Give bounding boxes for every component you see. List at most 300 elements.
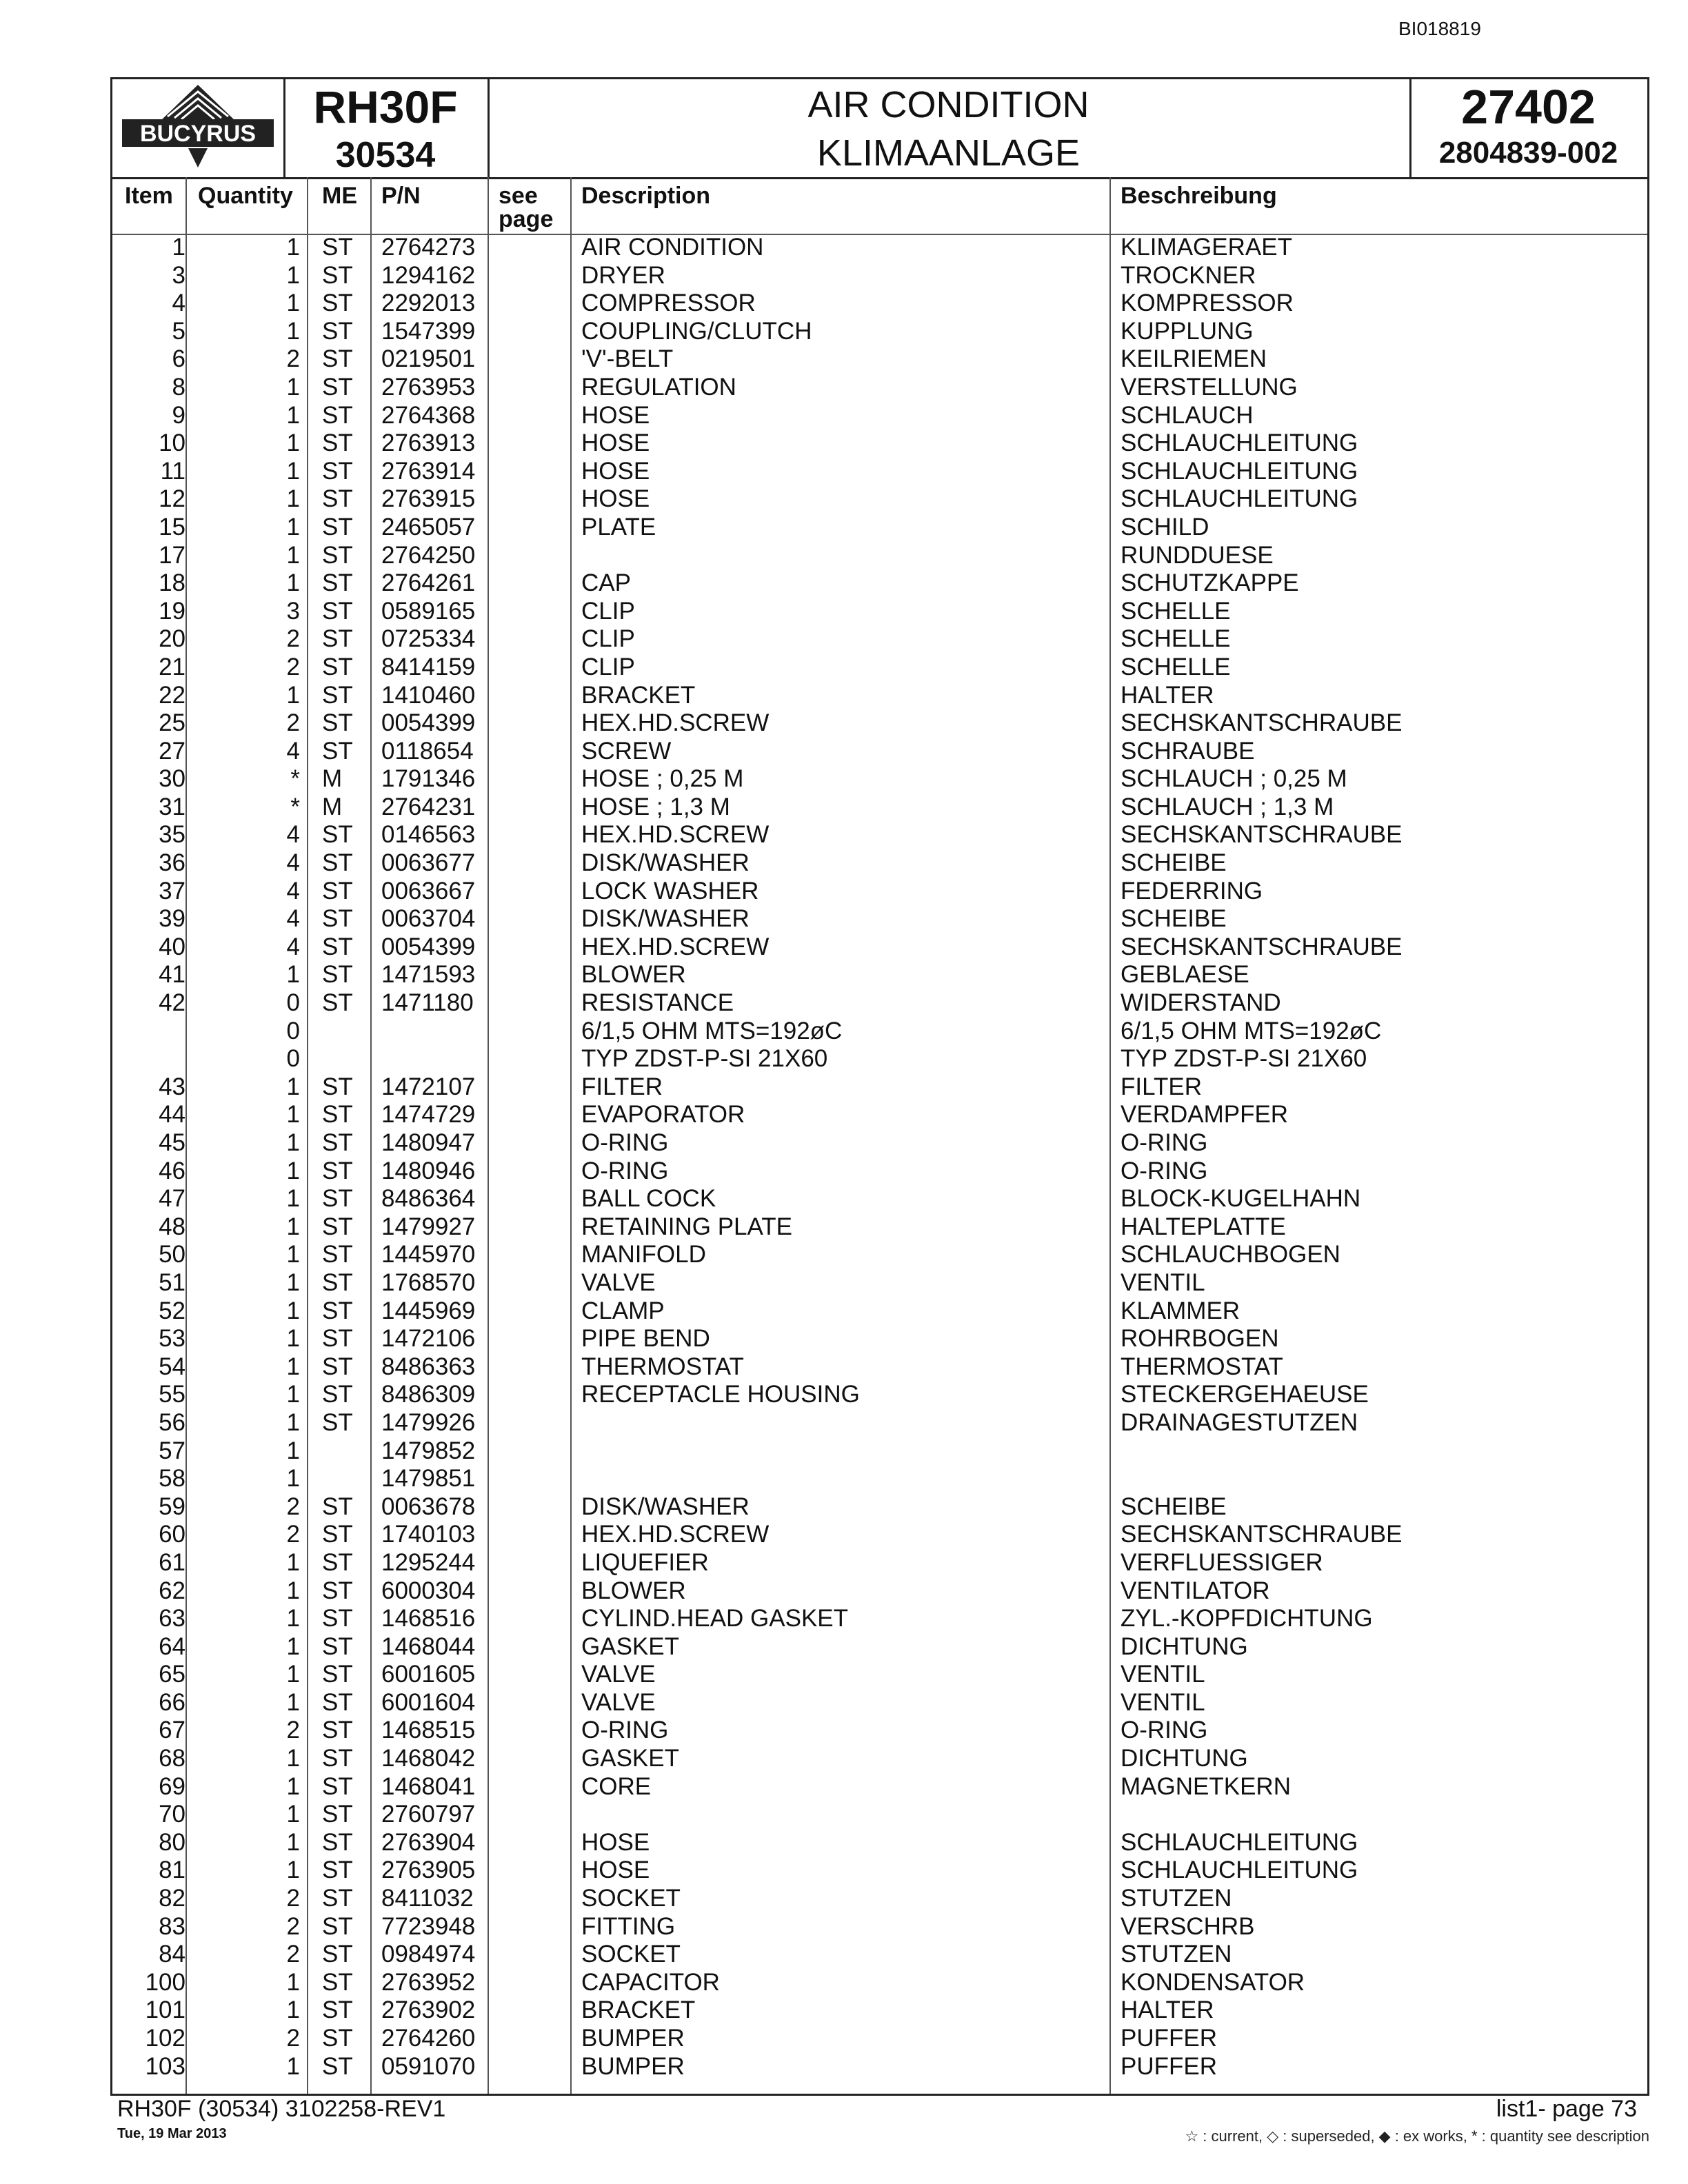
table-row bbox=[112, 262, 1647, 290]
unit: ST bbox=[322, 1381, 353, 1408]
part-number: 1740103 bbox=[381, 1521, 476, 1548]
quantity: 1 bbox=[286, 1101, 300, 1129]
table-row bbox=[112, 1101, 1647, 1129]
bucyrus-logo bbox=[112, 79, 285, 177]
quantity: 1 bbox=[286, 1437, 300, 1464]
beschreibung: SCHLAUCHLEITUNG bbox=[1121, 485, 1358, 513]
item-number: 9 bbox=[172, 401, 185, 429]
unit: ST bbox=[322, 1857, 353, 1884]
beschreibung: BLOCK-KUGELHAHN bbox=[1121, 1185, 1361, 1213]
unit: ST bbox=[322, 989, 353, 1017]
quantity: 1 bbox=[286, 401, 300, 429]
quantity: 1 bbox=[286, 1353, 300, 1380]
part-number: 0063704 bbox=[381, 905, 476, 933]
beschreibung: KLAMMER bbox=[1121, 1297, 1240, 1324]
table-row bbox=[112, 1129, 1647, 1157]
beschreibung: ZYL.-KOPFDICHTUNG bbox=[1121, 1605, 1373, 1632]
table-row bbox=[112, 1913, 1647, 1941]
description: FILTER bbox=[581, 1073, 663, 1100]
item-number: 19 bbox=[159, 597, 185, 625]
part-number: 1471593 bbox=[381, 961, 476, 989]
item-number: 21 bbox=[159, 653, 185, 680]
quantity: 1 bbox=[286, 1185, 300, 1213]
description: O-RING bbox=[581, 1129, 669, 1156]
col-quantity: Quantity bbox=[198, 183, 293, 209]
footer-legend: ☆ : current, ◇ : superseded, ◆ : ex works, * : quantity see description bbox=[1185, 2127, 1649, 2145]
description: O-RING bbox=[581, 1717, 669, 1744]
table-row bbox=[112, 1381, 1647, 1409]
description: FITTING bbox=[581, 1912, 676, 1940]
table-row bbox=[112, 1885, 1647, 1913]
parts-table-body bbox=[112, 234, 1647, 2081]
title-english: AIR CONDITION bbox=[807, 84, 1089, 125]
part-number: 8411032 bbox=[381, 1885, 474, 1912]
beschreibung: HALTEPLATTE bbox=[1121, 1213, 1286, 1240]
quantity: 2 bbox=[286, 1885, 300, 1912]
beschreibung: PUFFER bbox=[1121, 2052, 1217, 2080]
unit: ST bbox=[322, 597, 353, 625]
description: HOSE ; 1,3 M bbox=[581, 793, 730, 820]
description: 6/1,5 OHM MTS=192øC bbox=[581, 1017, 843, 1044]
item-number: 102 bbox=[145, 2025, 185, 2052]
beschreibung: STUTZEN bbox=[1121, 1885, 1232, 1912]
beschreibung: KEILRIEMEN bbox=[1121, 345, 1267, 373]
part-number: 2760797 bbox=[381, 1801, 476, 1828]
description: PIPE BEND bbox=[581, 1325, 710, 1353]
beschreibung: VERSTELLUNG bbox=[1121, 373, 1298, 401]
item-number: 45 bbox=[159, 1129, 185, 1156]
description: MANIFOLD bbox=[581, 1241, 706, 1268]
column-header-row bbox=[112, 177, 1647, 235]
beschreibung: SCHLAUCHLEITUNG bbox=[1121, 1857, 1358, 1884]
beschreibung: SCHRAUBE bbox=[1121, 737, 1255, 765]
item-number: 68 bbox=[159, 1745, 185, 1772]
quantity: 1 bbox=[286, 1129, 300, 1156]
part-number: 0118654 bbox=[381, 737, 474, 765]
description: AIR CONDITION bbox=[581, 234, 764, 261]
table-row bbox=[112, 318, 1647, 346]
table-row bbox=[112, 598, 1647, 626]
part-number: 1410460 bbox=[381, 681, 476, 709]
item-number: 65 bbox=[159, 1661, 185, 1688]
unit: ST bbox=[322, 681, 353, 709]
item-number: 69 bbox=[159, 1772, 185, 1800]
item-number: 59 bbox=[159, 1493, 185, 1520]
part-number: 0054399 bbox=[381, 709, 476, 737]
description: HOSE bbox=[581, 485, 650, 513]
unit: ST bbox=[322, 933, 353, 960]
item-number: 17 bbox=[159, 541, 185, 569]
part-number: 2763905 bbox=[381, 1857, 476, 1884]
beschreibung: VENTIL bbox=[1121, 1688, 1205, 1716]
unit: ST bbox=[322, 737, 353, 765]
part-number: 1468042 bbox=[381, 1745, 476, 1772]
unit: ST bbox=[322, 1661, 353, 1688]
beschreibung: HALTER bbox=[1121, 681, 1214, 709]
item-number: 61 bbox=[159, 1548, 185, 1576]
quantity: 1 bbox=[286, 1297, 300, 1324]
description: DISK/WASHER bbox=[581, 905, 750, 933]
quantity: 2 bbox=[286, 345, 300, 373]
table-row bbox=[112, 1773, 1647, 1801]
quantity: 1 bbox=[286, 290, 300, 317]
quantity: 1 bbox=[286, 1828, 300, 1856]
description: VALVE bbox=[581, 1688, 656, 1716]
quantity: * bbox=[290, 793, 300, 820]
beschreibung: SCHLAUCHLEITUNG bbox=[1121, 1828, 1358, 1856]
item-number: 80 bbox=[159, 1828, 185, 1856]
quantity: 4 bbox=[286, 821, 300, 849]
beschreibung: KOMPRESSOR bbox=[1121, 290, 1294, 317]
part-number: 0063667 bbox=[381, 877, 476, 904]
description: DRYER bbox=[581, 261, 665, 289]
unit: ST bbox=[322, 1408, 353, 1436]
table-row bbox=[112, 542, 1647, 570]
quantity: 1 bbox=[286, 1801, 300, 1828]
beschreibung: SECHSKANTSCHRAUBE bbox=[1121, 1521, 1403, 1548]
table-row bbox=[112, 2053, 1647, 2081]
beschreibung: KONDENSATOR bbox=[1121, 1968, 1305, 1996]
quantity: 1 bbox=[286, 1268, 300, 1296]
item-number: 35 bbox=[159, 821, 185, 849]
quantity: 1 bbox=[286, 1241, 300, 1268]
table-row bbox=[112, 1661, 1647, 1689]
beschreibung: DICHTUNG bbox=[1121, 1745, 1248, 1772]
quantity: 1 bbox=[286, 1745, 300, 1772]
item-number: 44 bbox=[159, 1101, 185, 1129]
item-number: 83 bbox=[159, 1912, 185, 1940]
table-row bbox=[112, 458, 1647, 486]
unit: ST bbox=[322, 513, 353, 540]
beschreibung: SCHELLE bbox=[1121, 625, 1231, 653]
table-row bbox=[112, 1157, 1647, 1186]
part-number: 2763953 bbox=[381, 373, 476, 401]
part-number: 1768570 bbox=[381, 1268, 476, 1296]
beschreibung: THERMOSTAT bbox=[1121, 1353, 1283, 1380]
part-number: 0063677 bbox=[381, 849, 476, 877]
item-number: 103 bbox=[145, 2052, 185, 2080]
unit: ST bbox=[322, 1213, 353, 1240]
part-number: 2764250 bbox=[381, 541, 476, 569]
quantity: 0 bbox=[286, 1017, 300, 1044]
item-number: 18 bbox=[159, 569, 185, 597]
title-block bbox=[112, 79, 1647, 179]
table-row bbox=[112, 1269, 1647, 1297]
part-number: 0984974 bbox=[381, 1941, 476, 1968]
col-item: Item bbox=[125, 183, 173, 209]
part-number: 1445969 bbox=[381, 1297, 476, 1324]
unit: ST bbox=[322, 1801, 353, 1828]
unit: ST bbox=[322, 261, 353, 289]
part-number: 2465057 bbox=[381, 513, 476, 540]
beschreibung: O-RING bbox=[1121, 1157, 1208, 1184]
unit: ST bbox=[322, 1605, 353, 1632]
item-number: 39 bbox=[159, 905, 185, 933]
beschreibung: SCHLAUCH ; 1,3 M bbox=[1121, 793, 1334, 820]
unit: ST bbox=[322, 1996, 353, 2024]
parts-list-sheet bbox=[110, 77, 1649, 2096]
quantity: 1 bbox=[286, 457, 300, 485]
unit: ST bbox=[322, 1941, 353, 1968]
beschreibung: TROCKNER bbox=[1121, 261, 1256, 289]
quantity: 1 bbox=[286, 1968, 300, 1996]
unit: ST bbox=[322, 1772, 353, 1800]
footer-reference: RH30F (30534) 3102258-REV1 bbox=[117, 2096, 446, 2122]
quantity: 2 bbox=[286, 1912, 300, 1940]
table-row bbox=[112, 1493, 1647, 1521]
model-name: RH30F bbox=[313, 81, 458, 132]
part-number: 0589165 bbox=[381, 597, 476, 625]
quantity: 2 bbox=[286, 625, 300, 653]
unit: ST bbox=[322, 1073, 353, 1100]
part-number: 2763952 bbox=[381, 1968, 476, 1996]
unit: ST bbox=[322, 1325, 353, 1353]
description: DISK/WASHER bbox=[581, 1493, 750, 1520]
beschreibung: GEBLAESE bbox=[1121, 961, 1249, 989]
table-row bbox=[112, 1297, 1647, 1326]
description: SOCKET bbox=[581, 1941, 681, 1968]
part-number: 1472107 bbox=[381, 1073, 476, 1100]
item-number: 1 bbox=[172, 234, 185, 261]
beschreibung: VENTILATOR bbox=[1121, 1577, 1270, 1604]
footer-date: Tue, 19 Mar 2013 bbox=[117, 2126, 227, 2141]
table-row bbox=[112, 1185, 1647, 1213]
part-number: 1791346 bbox=[381, 765, 476, 793]
col-me: ME bbox=[322, 183, 357, 209]
beschreibung: VENTIL bbox=[1121, 1661, 1205, 1688]
table-row bbox=[112, 1941, 1647, 1969]
beschreibung: VERDAMPFER bbox=[1121, 1101, 1289, 1129]
unit: ST bbox=[322, 1912, 353, 1940]
item-number: 20 bbox=[159, 625, 185, 653]
table-row bbox=[112, 1465, 1647, 1493]
description: SCREW bbox=[581, 737, 672, 765]
description: GASKET bbox=[581, 1632, 679, 1660]
unit: ST bbox=[322, 1521, 353, 1548]
document-id: BI018819 bbox=[1398, 18, 1481, 39]
table-row bbox=[112, 1073, 1647, 1102]
quantity: 4 bbox=[286, 905, 300, 933]
beschreibung: VERFLUESSIGER bbox=[1121, 1548, 1323, 1576]
beschreibung: KLIMAGERAET bbox=[1121, 234, 1292, 261]
description: LIQUEFIER bbox=[581, 1548, 709, 1576]
description: HEX.HD.SCREW bbox=[581, 709, 770, 737]
description: HOSE bbox=[581, 401, 650, 429]
unit: ST bbox=[322, 457, 353, 485]
description: HOSE ; 0,25 M bbox=[581, 765, 744, 793]
beschreibung: SCHLAUCHLEITUNG bbox=[1121, 457, 1358, 485]
table-row bbox=[112, 961, 1647, 989]
table-row bbox=[112, 1689, 1647, 1717]
table-row bbox=[112, 374, 1647, 402]
table-row bbox=[112, 738, 1647, 766]
item-number: 6 bbox=[172, 345, 185, 373]
table-row bbox=[112, 429, 1647, 458]
table-row bbox=[112, 821, 1647, 849]
beschreibung: FILTER bbox=[1121, 1073, 1202, 1100]
item-number: 11 bbox=[160, 457, 185, 485]
table-row bbox=[112, 1996, 1647, 2025]
beschreibung: VERSCHRB bbox=[1121, 1912, 1255, 1940]
table-row bbox=[112, 1577, 1647, 1606]
table-row bbox=[112, 1241, 1647, 1269]
quantity: 1 bbox=[286, 261, 300, 289]
part-number: 2763902 bbox=[381, 1996, 476, 2024]
quantity: 1 bbox=[286, 1073, 300, 1100]
beschreibung: SCHLAUCH ; 0,25 M bbox=[1121, 765, 1347, 793]
description: HEX.HD.SCREW bbox=[581, 1521, 770, 1548]
part-number: 1480946 bbox=[381, 1157, 476, 1184]
table-row bbox=[112, 1633, 1647, 1661]
footer-page-number: list1- page 73 bbox=[1496, 2096, 1637, 2122]
item-number: 64 bbox=[159, 1632, 185, 1660]
table-row bbox=[112, 1325, 1647, 1353]
part-number: 2764261 bbox=[381, 569, 476, 597]
unit: ST bbox=[322, 1241, 353, 1268]
item-number: 5 bbox=[172, 317, 185, 345]
logo-text: BUCYRUS bbox=[139, 121, 257, 147]
item-number: 101 bbox=[145, 1996, 185, 2024]
table-row bbox=[112, 514, 1647, 542]
item-number: 66 bbox=[159, 1688, 185, 1716]
table-row bbox=[112, 485, 1647, 514]
beschreibung: SCHEIBE bbox=[1121, 849, 1227, 877]
quantity: 1 bbox=[286, 1465, 300, 1493]
item-number: 30 bbox=[159, 765, 185, 793]
description: COMPRESSOR bbox=[581, 290, 756, 317]
part-number: 1468041 bbox=[381, 1772, 476, 1800]
part-number: 0146563 bbox=[381, 821, 476, 849]
table-row bbox=[112, 1409, 1647, 1437]
quantity: 2 bbox=[286, 653, 300, 680]
description: DISK/WASHER bbox=[581, 849, 750, 877]
beschreibung: SCHELLE bbox=[1121, 597, 1231, 625]
table-row bbox=[112, 682, 1647, 710]
unit: ST bbox=[322, 1968, 353, 1996]
table-row bbox=[112, 2025, 1647, 2053]
table-row bbox=[112, 849, 1647, 878]
col-description: Description bbox=[581, 183, 711, 209]
unit: ST bbox=[322, 961, 353, 989]
unit: ST bbox=[322, 290, 353, 317]
drawing-number: 2804839-002 bbox=[1438, 136, 1618, 170]
part-number: 2764273 bbox=[381, 234, 476, 261]
unit: ST bbox=[322, 849, 353, 877]
beschreibung: DRAINAGESTUTZEN bbox=[1121, 1408, 1358, 1436]
beschreibung: ROHRBOGEN bbox=[1121, 1325, 1279, 1353]
item-number: 43 bbox=[159, 1073, 185, 1100]
description: PLATE bbox=[581, 513, 656, 540]
quantity: 1 bbox=[286, 1325, 300, 1353]
description: LOCK WASHER bbox=[581, 877, 759, 904]
unit: ST bbox=[322, 1157, 353, 1184]
unit: ST bbox=[322, 1745, 353, 1772]
description: 'V'-BELT bbox=[581, 345, 674, 373]
table-row bbox=[112, 569, 1647, 598]
quantity: 4 bbox=[286, 933, 300, 960]
item-number: 37 bbox=[159, 877, 185, 904]
quantity: 0 bbox=[286, 1045, 300, 1073]
description: HEX.HD.SCREW bbox=[581, 821, 770, 849]
table-row bbox=[112, 402, 1647, 430]
title-german: KLIMAANLAGE bbox=[816, 132, 1081, 174]
quantity: 0 bbox=[286, 989, 300, 1017]
beschreibung: SCHEIBE bbox=[1121, 905, 1227, 933]
part-number: 2292013 bbox=[381, 290, 476, 317]
part-number: 1294162 bbox=[381, 261, 476, 289]
table-row bbox=[112, 1521, 1647, 1549]
unit: ST bbox=[322, 1828, 353, 1856]
part-number: 2764368 bbox=[381, 401, 476, 429]
description: CLIP bbox=[581, 625, 635, 653]
part-number: 6001605 bbox=[381, 1661, 476, 1688]
beschreibung: SECHSKANTSCHRAUBE bbox=[1121, 709, 1403, 737]
beschreibung: FEDERRING bbox=[1121, 877, 1263, 904]
table-row bbox=[112, 1717, 1647, 1745]
part-number: 8414159 bbox=[381, 653, 476, 680]
serial-number: 30534 bbox=[335, 135, 436, 175]
description: REGULATION bbox=[581, 373, 736, 401]
part-number: 1479851 bbox=[381, 1465, 476, 1493]
part-number: 2764231 bbox=[381, 793, 476, 820]
table-row bbox=[112, 234, 1647, 262]
quantity: 1 bbox=[286, 961, 300, 989]
item-number: 56 bbox=[159, 1408, 185, 1436]
description: BLOWER bbox=[581, 961, 686, 989]
item-number: 70 bbox=[159, 1801, 185, 1828]
description: SOCKET bbox=[581, 1885, 681, 1912]
description: BLOWER bbox=[581, 1577, 686, 1604]
col-see-page-1: see bbox=[499, 183, 538, 209]
beschreibung: WIDERSTAND bbox=[1121, 989, 1281, 1017]
unit: ST bbox=[322, 569, 353, 597]
unit: ST bbox=[322, 1268, 353, 1296]
quantity: 1 bbox=[286, 234, 300, 261]
quantity: 1 bbox=[286, 569, 300, 597]
part-number: 6000304 bbox=[381, 1577, 476, 1604]
quantity: 4 bbox=[286, 737, 300, 765]
table-row bbox=[112, 1605, 1647, 1633]
beschreibung: RUNDDUESE bbox=[1121, 541, 1274, 569]
beschreibung: SECHSKANTSCHRAUBE bbox=[1121, 933, 1403, 960]
quantity: 2 bbox=[286, 1521, 300, 1548]
description: CLAMP bbox=[581, 1297, 665, 1324]
table-row bbox=[112, 878, 1647, 906]
unit: ST bbox=[322, 625, 353, 653]
quantity: 1 bbox=[286, 1688, 300, 1716]
item-number: 47 bbox=[159, 1185, 185, 1213]
quantity: 1 bbox=[286, 1408, 300, 1436]
item-number: 55 bbox=[159, 1381, 185, 1408]
description: CLIP bbox=[581, 597, 635, 625]
item-number: 31 bbox=[159, 793, 185, 820]
description: BRACKET bbox=[581, 1996, 696, 2024]
part-number: 1480947 bbox=[381, 1129, 476, 1156]
item-number: 48 bbox=[159, 1213, 185, 1240]
group-number-block bbox=[1409, 79, 1647, 177]
unit: ST bbox=[322, 1353, 353, 1380]
part-number: 8486363 bbox=[381, 1353, 476, 1380]
item-number: 54 bbox=[159, 1353, 185, 1380]
quantity: 1 bbox=[286, 429, 300, 457]
beschreibung: PUFFER bbox=[1121, 2025, 1217, 2052]
item-number: 15 bbox=[159, 513, 185, 540]
quantity: 1 bbox=[286, 1157, 300, 1184]
part-number: 2763915 bbox=[381, 485, 476, 513]
unit: ST bbox=[322, 905, 353, 933]
unit: ST bbox=[322, 1493, 353, 1520]
part-number: 1468516 bbox=[381, 1605, 476, 1632]
